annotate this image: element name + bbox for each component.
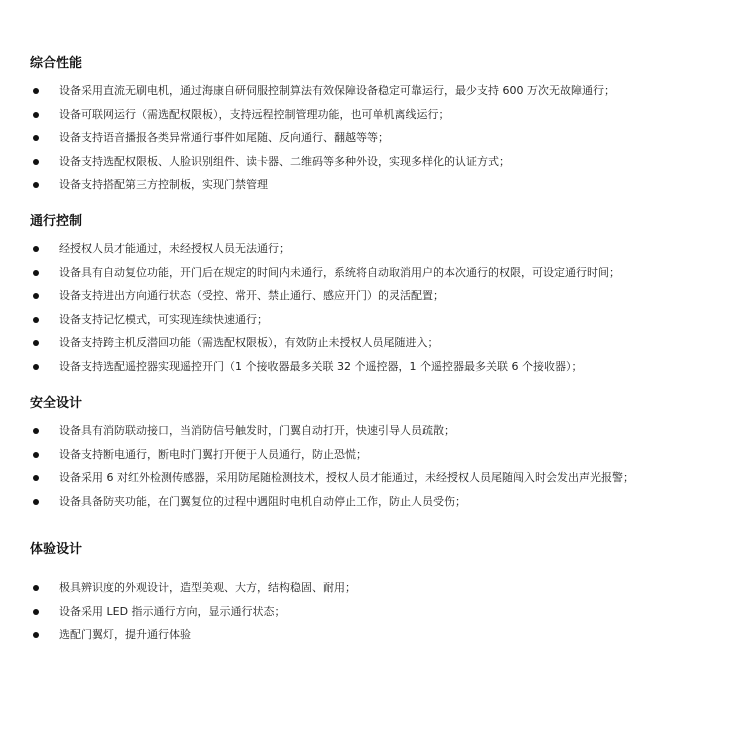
list-item-text: 设备支持语音播报各类异常通行事件如尾随、反向通行、翻越等等；	[59, 131, 389, 144]
list-item	[30, 466, 742, 490]
list-item	[30, 126, 742, 150]
bullet-icon	[33, 88, 39, 94]
bullet-icon	[33, 182, 39, 188]
bullet-icon	[33, 585, 39, 591]
list-item-text: 经授权人员才能通过，未经授权人员无法通行；	[59, 242, 290, 255]
list-item-text: 设备具有消防联动接口，当消防信号触发时，门翼自动打开，快速引导人员疏散；	[59, 424, 455, 437]
list-item	[30, 490, 742, 514]
list-item	[30, 355, 742, 379]
list-item-text: 设备支持断电通行，断电时门翼打开便于人员通行，防止恐慌；	[59, 447, 367, 461]
bullet-icon	[33, 112, 39, 118]
list-item-text: 设备具备防夹功能，在门翼复位的过程中遇阻时电机自动停止工作，防止人员受伤；	[59, 494, 466, 508]
bullet-list	[30, 576, 742, 647]
list-item-text: 设备支持选配遥控器实现遥控开门（1 个接收器最多关联 32 个遥控器，1 个遥控器最多关联 6 个接收器）；	[59, 359, 583, 373]
list-item	[30, 261, 742, 285]
section-performance	[30, 56, 742, 197]
list-item	[30, 103, 742, 127]
bullet-icon	[33, 246, 39, 252]
bullet-icon	[33, 475, 39, 481]
list-item	[30, 308, 742, 332]
section-safety-design	[30, 396, 742, 513]
list-item	[30, 623, 742, 647]
bullet-icon	[33, 452, 39, 458]
list-item	[30, 443, 742, 467]
list-item	[30, 173, 742, 197]
section-title: 通行控制	[30, 214, 83, 229]
list-item-text: 设备采用直流无刷电机，通过海康自研伺服控制算法有效保障设备稳定可靠运行，最少支持 600 万次无故障通行；	[59, 84, 615, 97]
bullet-list	[30, 419, 742, 513]
list-item-text: 设备可联网运行（需选配权限板），支持远程控制管理功能，也可单机离线运行；	[59, 107, 450, 121]
list-item-text: 设备支持记忆模式，可实现连续快速通行；	[59, 312, 268, 326]
bullet-icon	[33, 159, 39, 165]
bullet-icon	[33, 270, 39, 276]
section-title: 综合性能	[30, 56, 83, 71]
bullet-icon	[33, 632, 39, 638]
section-access-control	[30, 214, 742, 378]
section-title: 安全设计	[30, 396, 83, 411]
list-item	[30, 419, 742, 443]
bullet-icon	[33, 340, 39, 346]
list-item	[30, 284, 742, 308]
bullet-icon	[33, 317, 39, 323]
section-experience-design	[30, 542, 742, 647]
bullet-icon	[33, 428, 39, 434]
list-item	[30, 600, 742, 624]
bullet-list	[30, 79, 742, 197]
list-item-text: 设备支持选配权限板、人脸识别组件、读卡器、二维码等多种外设，实现多样化的认证方式；	[59, 154, 510, 168]
list-item-text: 极具辨识度的外观设计，造型美观、大方，结构稳固、耐用；	[59, 581, 356, 594]
list-item-text: 设备支持搭配第三方控制板，实现门禁管理	[59, 178, 268, 191]
list-item-text: 设备采用 6 对红外检测传感器，采用防尾随检测技术，授权人员才能通过，未经授权人员尾随闯入时会发出声光报警；	[59, 471, 634, 484]
list-item-text: 设备支持跨主机反潜回功能（需选配权限板），有效防止未授权人员尾随进入；	[59, 336, 439, 349]
list-item-text: 选配门翼灯，提升通行体验	[59, 628, 191, 641]
list-item	[30, 150, 742, 174]
list-item	[30, 576, 742, 600]
list-item	[30, 331, 742, 355]
list-item	[30, 237, 742, 261]
bullet-list	[30, 237, 742, 378]
list-item-text: 设备支持进出方向通行状态（受控、常开、禁止通行、感应开门）的灵活配置；	[59, 289, 444, 302]
bullet-icon	[33, 135, 39, 141]
bullet-icon	[33, 499, 39, 505]
list-item-text: 设备具有自动复位功能，开门后在规定的时间内未通行，系统将自动取消用户的本次通行的权限，可设定通行时间；	[59, 265, 620, 279]
list-item-text: 设备采用 LED 指示通行方向，显示通行状态；	[59, 604, 286, 618]
section-title: 体验设计	[30, 542, 83, 557]
bullet-icon	[33, 609, 39, 615]
bullet-icon	[33, 364, 39, 370]
list-item	[30, 79, 742, 103]
bullet-icon	[33, 293, 39, 299]
